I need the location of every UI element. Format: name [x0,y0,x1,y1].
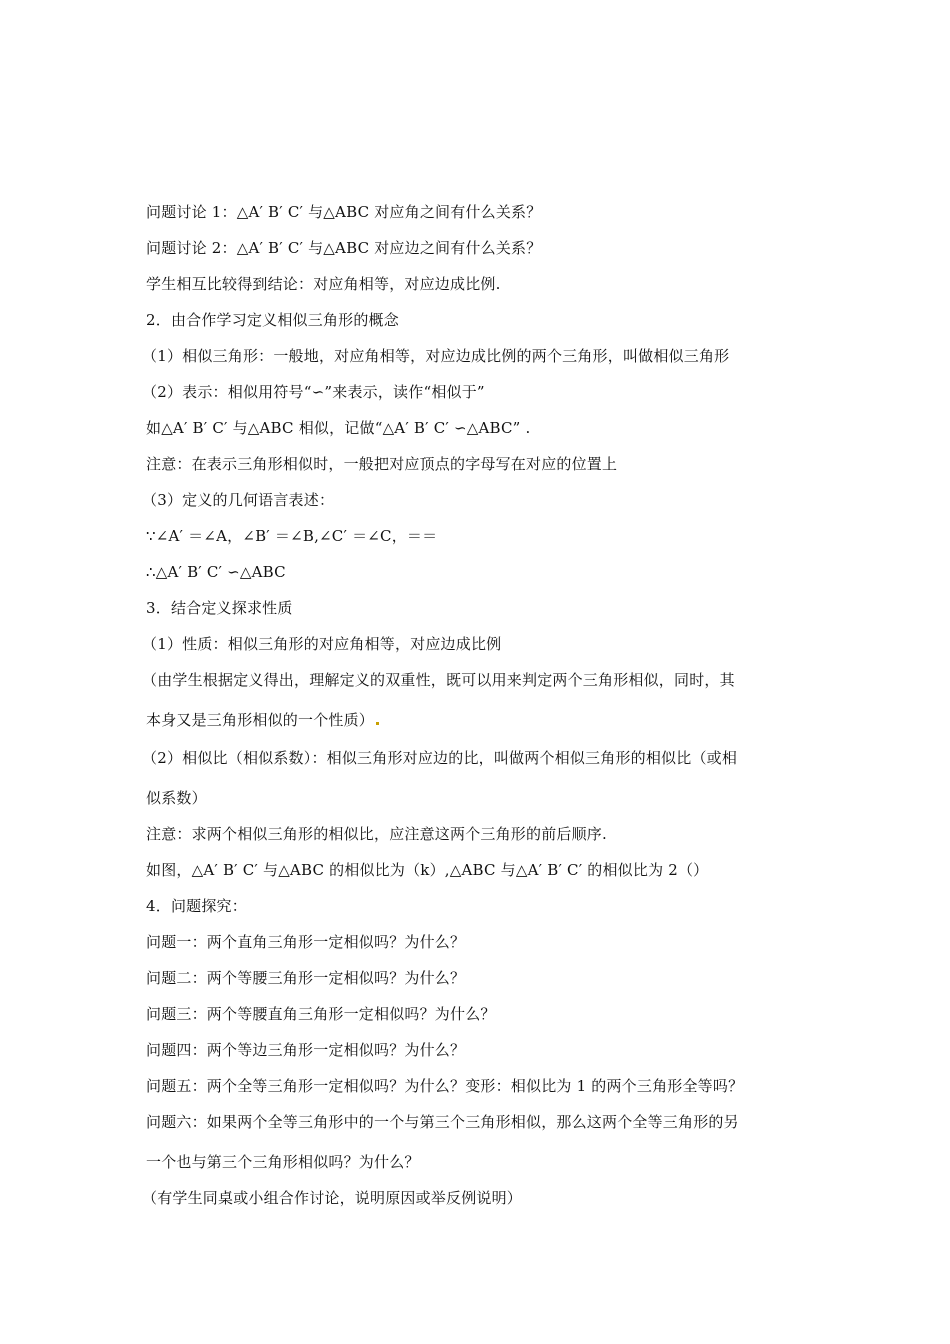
text-line: 学生相互比较得到结论：对应角相等，对应边成比例. [146,275,501,293]
question-line: 问题四：两个等边三角形一定相似吗？为什么？ [146,1041,466,1059]
question-line: 问题五：两个全等三角形一定相似吗？为什么？变形：相似比为 1 的两个三角形全等吗？ [146,1077,744,1095]
text-line: 注意：求两个相似三角形的相似比，应注意这两个三角形的前后顺序. [146,825,607,843]
text-line: 问题讨论 2：△A′ B′ C′ 与△ABC 对应边之间有什么关系？ [146,239,542,257]
text-line: 本身又是三角形相似的一个性质） [146,710,826,730]
question-line: 问题一：两个直角三角形一定相似吗？为什么？ [146,933,466,951]
section-heading: 2．由合作学习定义相似三角形的概念 [146,311,399,329]
math-line: ∴△A′ B′ C′ ∽△ABC [146,563,286,581]
text-line: （1）性质：相似三角形的对应角相等，对应边成比例 [142,635,502,653]
text-line: 问题讨论 1：△A′ B′ C′ 与△ABC 对应角之间有什么关系？ [146,203,542,221]
text-line: 注意：在表示三角形相似时，一般把对应顶点的字母写在对应的位置上 [146,455,618,473]
text-line: 如△A′ B′ C′ 与△ABC 相似，记做“△A′ B′ C′ ∽△ABC” . [146,419,531,437]
question-line: 问题二：两个等腰三角形一定相似吗？为什么？ [146,969,466,987]
math-line: ∵∠A′ ＝∠A，∠B′ ＝∠B,∠C′ ＝∠C，＝＝ [146,527,438,545]
mark-dot [376,722,379,725]
question-line: 问题六：如果两个全等三角形中的一个与第三个三角形相似，那么这两个全等三角形的另 [146,1113,739,1131]
text-line: 似系数） [146,789,207,807]
text-line: （1）相似三角形：一般地，对应角相等，对应边成比例的两个三角形，叫做相似三角形 [142,347,730,365]
question-line: 问题三：两个等腰直角三角形一定相似吗？为什么？ [146,1005,496,1023]
question-line: 一个也与第三个三角形相似吗？为什么？ [146,1153,420,1171]
text-line: （由学生根据定义得出，理解定义的双重性，既可以用来判定两个三角形相似，同时，其 [142,671,735,689]
text-line: （3）定义的几何语言表述： [142,491,335,509]
section-heading: 3．结合定义探求性质 [146,599,293,617]
text-line: （2）表示：相似用符号“∽”来表示，读作“相似于” [142,383,485,401]
text-line: （2）相似比（相似系数）：相似三角形对应边的比，叫做两个相似三角形的相似比（或相 [142,749,738,767]
section-heading: 4．问题探究： [146,897,247,915]
text-line: （有学生同桌或小组合作讨论，说明原因或举反例说明） [142,1189,523,1207]
text-line: 如图，△A′ B′ C′ 与△ABC 的相似比为（k）,△ABC 与△A′ B′ C′ 的相似比为 2（） [146,861,709,879]
